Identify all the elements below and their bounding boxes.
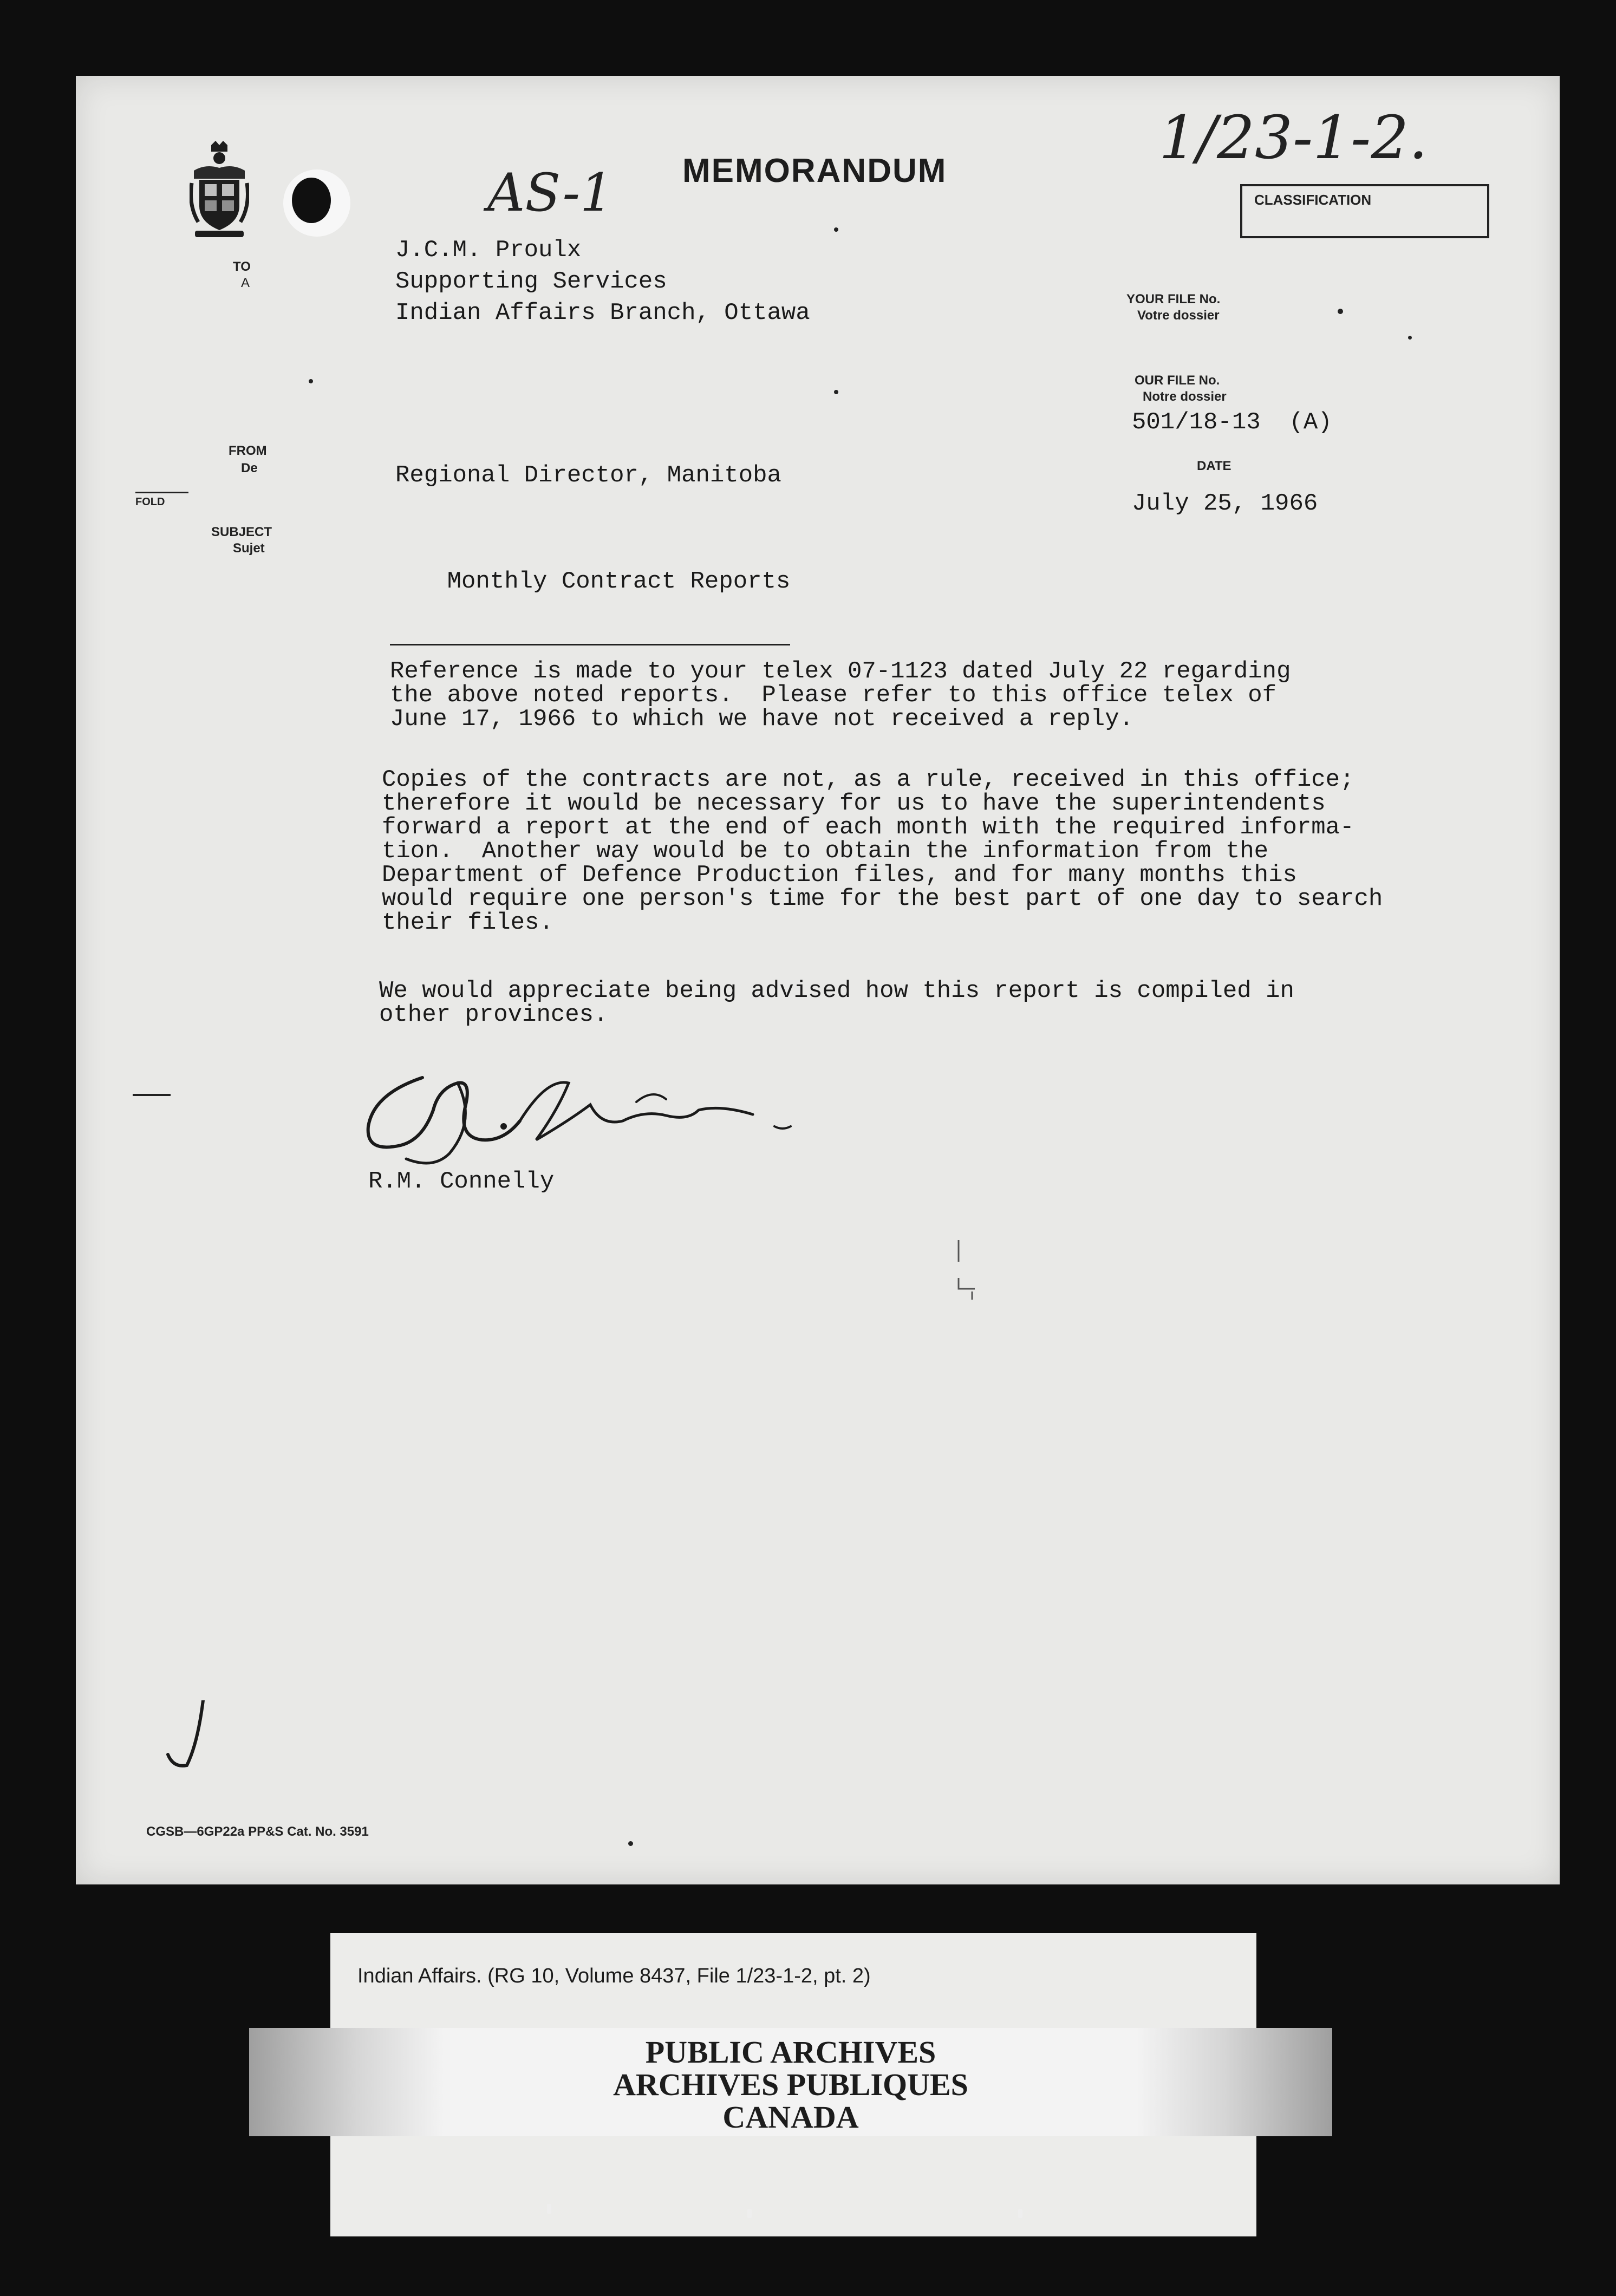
paragraph-2-line-5: Department of Defence Production files, and for many months this [382, 862, 1297, 889]
memo-date: July 25, 1966 [1132, 490, 1318, 517]
from-value: Regional Director, Manitoba [395, 462, 781, 489]
punch-hole [282, 168, 352, 238]
handwritten-file-reference: 1/23-1-2. [1159, 103, 1428, 172]
subject-text: Monthly Contract Reports [447, 568, 791, 595]
memo-sheet [76, 76, 1560, 1884]
handwritten-as-number: AS-1 [487, 162, 614, 223]
dust-speck [1338, 309, 1343, 314]
your-file-label-fr: Votre dossier [1137, 308, 1220, 323]
from-label: FROM [229, 443, 267, 458]
classification-box [1240, 184, 1489, 238]
paragraph-2-line-4: tion. Another way would be to obtain the information from the [382, 838, 1269, 865]
dust-speck [309, 379, 313, 383]
film-mark [547, 2204, 551, 2214]
subject-label-fr: Sujet [233, 541, 265, 556]
archive-stamp [249, 2028, 1332, 2136]
paragraph-2-line-7: their files. [382, 909, 553, 936]
your-file-label: YOUR FILE No. [1126, 292, 1221, 306]
staple-mark [953, 1240, 975, 1300]
check-mark [162, 1700, 211, 1771]
signatory-name: R.M. Connelly [368, 1168, 555, 1195]
paragraph-1-line-2: the above noted reports. Please refer to this office telex of [390, 682, 1277, 709]
paragraph-2-line-2: therefore it would be necessary for us to have the superintendents [382, 790, 1326, 817]
paragraph-2-line-1: Copies of the contracts are not, as a rule, received in this office; [382, 766, 1354, 793]
our-file-label: OUR FILE No. [1135, 373, 1220, 388]
fold-mark [135, 492, 188, 493]
to-label: TO [233, 259, 251, 274]
dust-speck [834, 227, 838, 232]
memo-title: MEMORANDUM [682, 152, 947, 190]
archive-line-2: ARCHIVES PUBLIQUES [613, 2067, 968, 2102]
dust-speck [1408, 336, 1412, 340]
from-label-fr: De [241, 461, 258, 475]
to-line-3: Indian Affairs Branch, Ottawa [395, 299, 810, 327]
dust-speck [628, 1841, 633, 1846]
dust-speck [834, 390, 838, 394]
paragraph-1-line-1: Reference is made to your telex 07-1123 dated July 22 regarding [390, 658, 1291, 685]
form-number: CGSB—6GP22a PP&S Cat. No. 3591 [146, 1824, 369, 1839]
film-mark [747, 2209, 752, 2218]
our-file-number: 501/18-13 (A) [1132, 409, 1332, 436]
archive-line-1: PUBLIC ARCHIVES [645, 2034, 936, 2070]
to-line-1: J.C.M. Proulx [395, 237, 582, 264]
paragraph-2-line-3: forward a report at the end of each month with the required informa- [382, 814, 1354, 841]
paragraph-3-line-2: other provinces. [379, 1001, 608, 1028]
subject-label: SUBJECT [211, 525, 272, 539]
archive-reference: Indian Affairs. (RG 10, Volume 8437, File 1/23-1-2, pt. 2) [357, 1965, 871, 1987]
to-line-2: Supporting Services [395, 268, 667, 295]
our-file-label-fr: Notre dossier [1143, 389, 1227, 404]
film-mark [1018, 2209, 1022, 2218]
classification-label: CLASSIFICATION [1254, 192, 1372, 208]
subject-underline [390, 644, 790, 645]
fold-label: FOLD [135, 496, 165, 508]
to-label-fr: A [241, 276, 250, 290]
archive-line-3: CANADA [722, 2099, 859, 2135]
paragraph-1-line-3: June 17, 1966 to which we have not received a reply. [390, 706, 1134, 733]
date-label: DATE [1197, 459, 1231, 473]
margin-dash [133, 1094, 171, 1096]
coat-of-arms-icon [190, 141, 249, 238]
paragraph-2-line-6: would require one person's time for the best part of one day to search [382, 885, 1383, 912]
paragraph-3-line-1: We would appreciate being advised how this report is compiled in [379, 977, 1294, 1004]
handwritten-signature [341, 1045, 818, 1186]
subject-value [390, 546, 790, 641]
